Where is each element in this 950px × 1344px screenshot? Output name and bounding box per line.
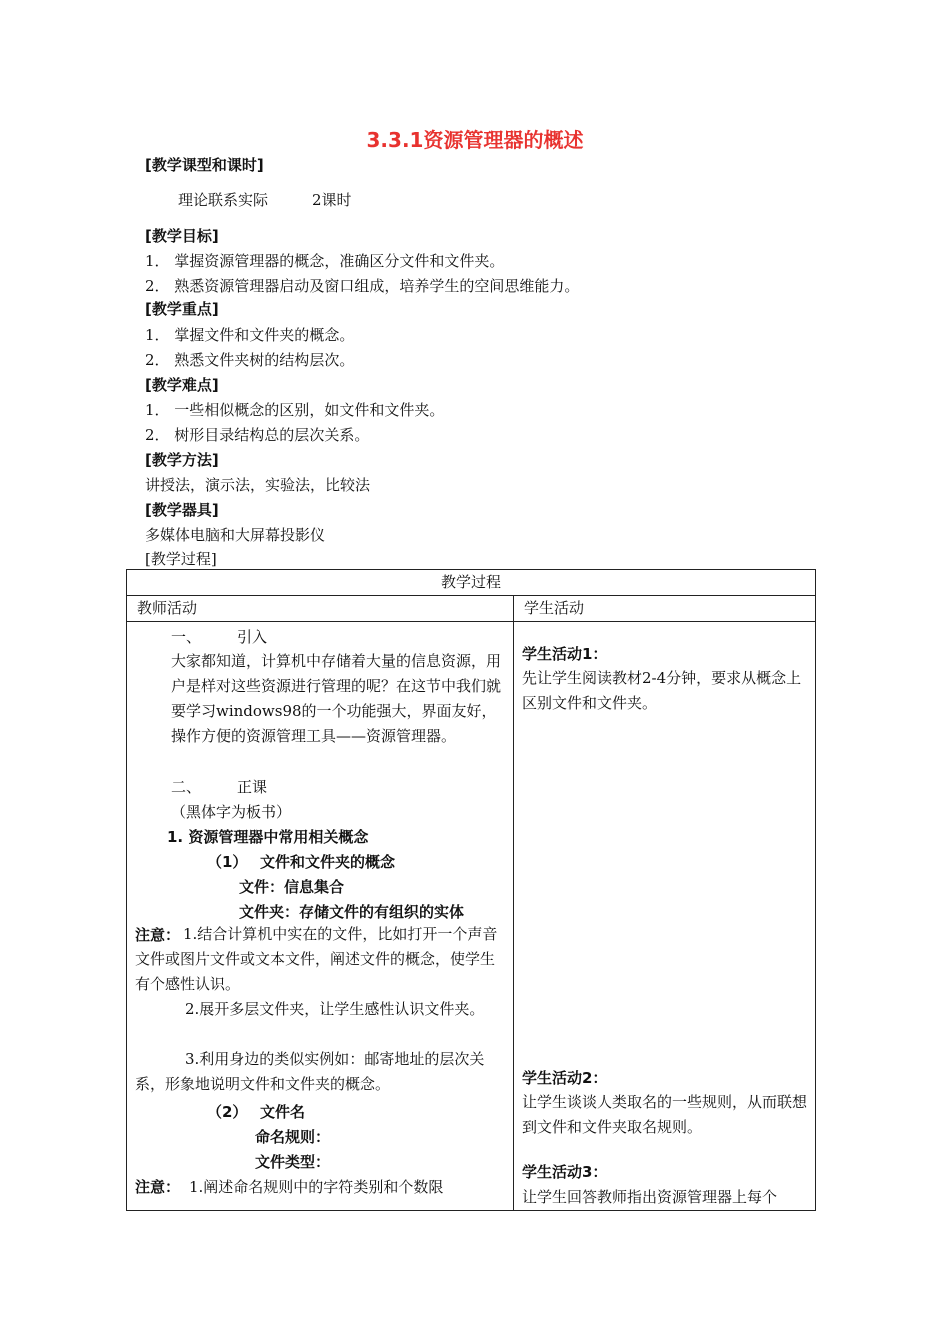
note-paragraph: 2.展开多层文件夹，让学生感性认识文件夹。 <box>185 1000 485 1018</box>
difficulty-item: 2． 树形目录结构总的层次关系。 <box>145 426 370 444</box>
student-activity-text: 让学生回答教师指出资源管理器上每个 <box>522 1188 778 1206</box>
difficulties-heading: [教学难点] <box>145 376 219 394</box>
naming-rule-label: 命名规则： <box>255 1128 331 1146</box>
folder-definition: 文件夹：存储文件的有组织的实体 <box>239 903 465 921</box>
course-type-hours: 2课时 <box>312 191 352 209</box>
note-paragraph: 1.阐述命名规则中的字符类别和个数限 <box>189 1178 444 1196</box>
section-title: 正课 <box>237 778 268 796</box>
objective-item: 1． 掌握资源管理器的概念，准确区分文件和文件夹。 <box>145 252 505 270</box>
student-activity-title: 学生活动3： <box>522 1163 608 1181</box>
teacher-column-header: 教师活动 <box>127 596 514 622</box>
note-label: 注意： <box>135 1178 181 1196</box>
student-activity-text: 让学生谈谈人类取名的一些规则，从而联想到文件和文件夹取名规则。 <box>522 1093 808 1136</box>
note-label: 注意： <box>135 926 181 944</box>
subsection-number: （1） <box>207 853 248 871</box>
concept-heading: 1. 资源管理器中常用相关概念 <box>167 828 369 846</box>
subsection-title: 文件和文件夹的概念 <box>260 853 396 871</box>
teaching-process-table <box>126 569 816 1211</box>
methods-content: 讲授法，演示法，实验法，比较法 <box>145 476 371 494</box>
student-activity-title: 学生活动1： <box>522 645 608 663</box>
methods-heading: [教学方法] <box>145 451 219 469</box>
key-point-item: 2． 熟悉文件夹树的结构层次。 <box>145 351 355 369</box>
student-activity-text: 先让学生阅读教材2-4分钟，要求从概念上区别文件和文件夹。 <box>522 669 802 712</box>
key-points-heading: [教学重点] <box>145 300 219 318</box>
key-point-item: 1． 掌握文件和文件夹的概念。 <box>145 326 355 344</box>
section-number: 二、 <box>171 778 202 796</box>
student-activity-cell <box>514 622 816 1211</box>
section-title: 引入 <box>237 628 268 646</box>
blackboard-note: （黑体字为板书） <box>171 803 292 821</box>
student-activity-title: 学生活动2： <box>522 1069 608 1087</box>
section-number: 一、 <box>171 628 202 646</box>
difficulty-item: 1． 一些相似概念的区别，如文件和文件夹。 <box>145 401 445 419</box>
course-type-heading: [教学课型和课时] <box>145 156 264 174</box>
page-title: 3.3.1资源管理器的概述 <box>366 128 584 152</box>
course-type-content: 理论联系实际 <box>178 191 269 209</box>
table-caption: 教学过程 <box>127 570 816 596</box>
equipment-content: 多媒体电脑和大屏幕投影仪 <box>145 526 326 544</box>
objective-item: 2． 熟悉资源管理器启动及窗口组成，培养学生的空间思维能力。 <box>145 277 580 295</box>
file-type-label: 文件类型： <box>255 1153 331 1171</box>
teacher-activity-cell <box>127 622 514 1211</box>
note-paragraph: 3.利用身边的类似实例如：邮寄地址的层次关系，形象地说明文件和文件夹的概念。 <box>135 1050 485 1093</box>
intro-paragraph: 大家都知道，计算机中存储着大量的信息资源，用户是样对这些资源进行管理的呢？在这节中我们就要学习windows98的一个功能强大，界面友好，操作方便的资源管理工具——资源管理器。 <box>171 652 502 745</box>
process-label: [教学过程] <box>145 550 217 568</box>
objectives-heading: [教学目标] <box>145 227 219 245</box>
equipment-heading: [教学器具] <box>145 501 219 519</box>
subsection-title: 文件名 <box>260 1103 306 1121</box>
note-paragraph: 1.结合计算机中实在的文件，比如打开一个声音文件或图片文件或文本文件，阐述文件的概念，使学生有个感性认识。 <box>135 925 498 993</box>
file-definition: 文件：信息集合 <box>239 878 345 896</box>
subsection-number: （2） <box>207 1103 248 1121</box>
student-column-header: 学生活动 <box>514 596 816 622</box>
